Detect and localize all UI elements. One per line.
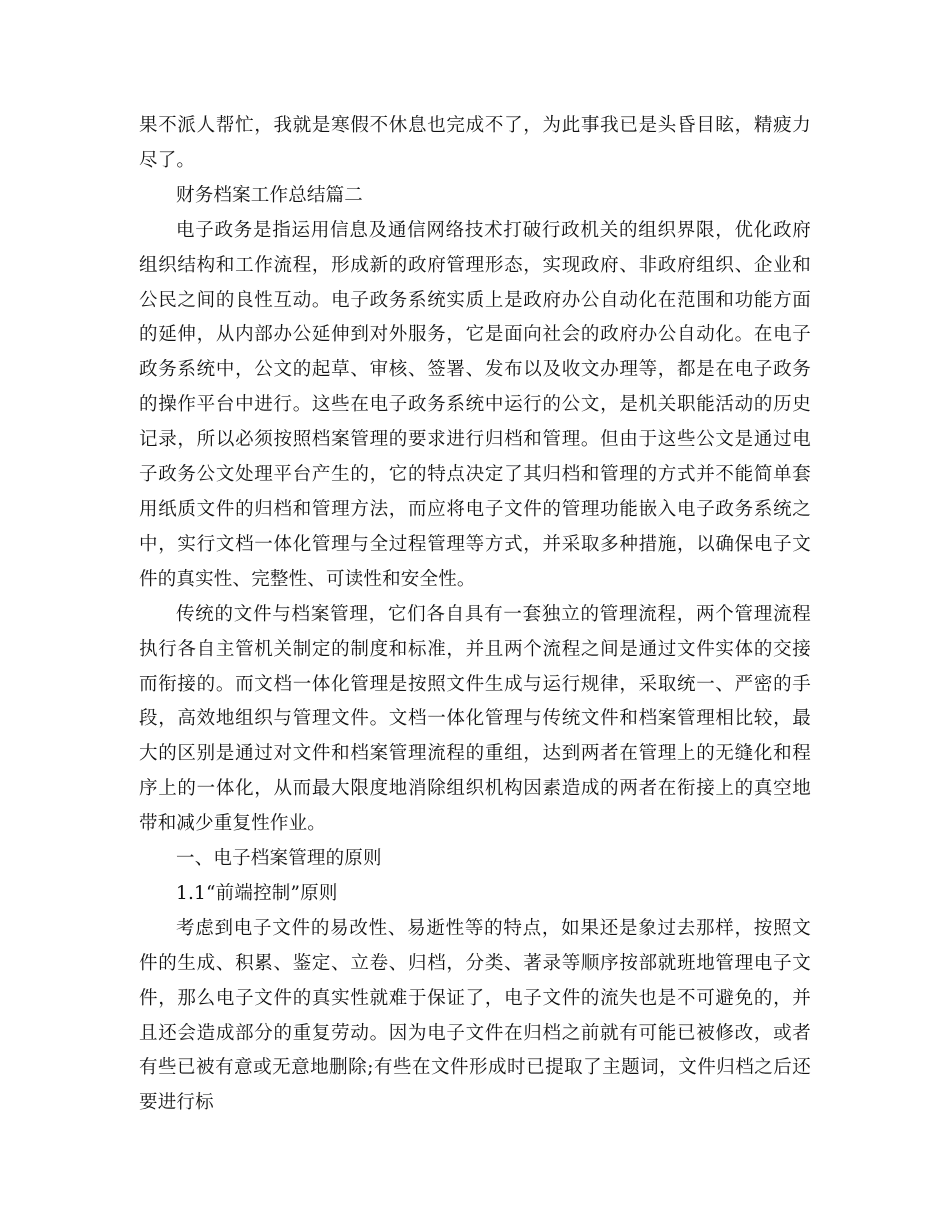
paragraph-e-government: 电子政务是指运用信息及通信网络技术打破行政机关的组织界限，优化政府组织结构和工作流程，形成新的政府管理形态，实现政府、非政府组织、企业和公民之间的良性互动。电子政务系统实质上是政府办公自动化在范围和功能方面的延伸，从内部办公延伸到对外服务，它是面向社会的政府办公自动化。在电子政务系统中，公文的起草、审核、签署、发布以及收文办理等，都是在电子政务的操作平台中进行。这些在电子政务系统中运行的公文，是机关职能活动的历史记录，所以必须按照档案管理的要求进行归档和管理。但由于这些公文是通过电子政务公文处理平台产生的，它的特点决定了其归档和管理的方式并不能简单套用纸质文件的归档和管理方法，而应将电子文件的管理功能嵌入电子政务系统之中，实行文档一体化管理与全过程管理等方式，并采取多种措施，以确保电子文件的真实性、完整性、可读性和安全性。 — [139, 219, 811, 590]
subsection-title-front-end-control: 1.1“前端控制”原则 — [176, 882, 338, 904]
paragraph-continuation: 果不派人帮忙，我就是寒假不休息也完成不了，为此事我已是头昏目眩，精疲力尽了。 — [139, 115, 811, 171]
document-page — [139, 109, 811, 1121]
section-title: 财务档案工作总结篇二 — [176, 184, 364, 206]
paragraph-front-end-control: 考虑到电子文件的易改性、易逝性等的特点，如果还是象过去那样，按照文件的生成、积累、鉴定、立卷、归档，分类、著录等顺序按部就班地管理电子文件，那么电子文件的真实性就难于保证了，电子文件的流失也是不可避免的，并且还会造成部分的重复劳动。因为电子文件在归档之前就有可能已被修改，或者有些已被有意或无意地删除;有些在文件形成时已提取了主题词，文件归档之后还要进行标 — [139, 917, 811, 1114]
paragraph-traditional-management: 传统的文件与档案管理，它们各自具有一套独立的管理流程，两个管理流程执行各自主管机关制定的制度和标准，并且两个流程之间是通过文件实体的交接而衔接的。而文档一体化管理是按照文件生成与运行规律，采取统一、严密的手段，高效地组织与管理文件。文档一体化管理与传统文件和档案管理相比较，最大的区别是通过对文件和档案管理流程的重组，达到两者在管理上的无缝化和程序上的一体化，从而最大限度地消除组织机构因素造成的两者在衔接上的真空地带和减少重复性作业。 — [139, 603, 811, 835]
subsection-title-principles: 一、电子档案管理的原则 — [176, 848, 382, 870]
